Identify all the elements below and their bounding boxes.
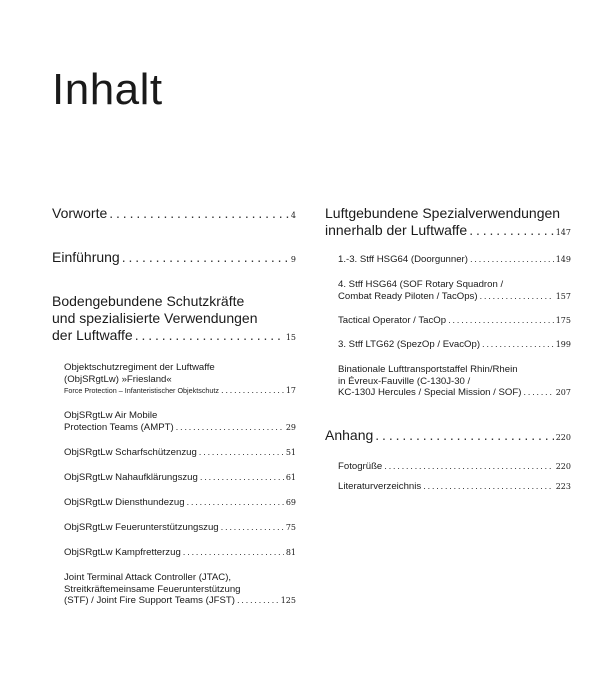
toc-entry-title-line: Joint Terminal Attack Controller (JTAC), xyxy=(64,572,232,583)
toc-page-number: 17 xyxy=(285,386,296,395)
toc-entry-title-line: Binationale Lufttransportstaffel Rhin/Rhein xyxy=(338,364,518,375)
toc-page-number: 199 xyxy=(555,340,571,349)
toc-item-feuerunterstuetzungszug[interactable] xyxy=(64,522,296,534)
toc-entry-title-line: in Évreux-Fauville (C-130J-30 / xyxy=(338,375,471,387)
toc-entry-subtitle: Force Protection – Infanteristischer Objektschutz xyxy=(64,386,219,395)
toc-item-scharfschuetzenzug[interactable] xyxy=(64,447,296,459)
toc-entry-title: ObjSRgtLw Feuerunterstützungszug xyxy=(64,522,219,533)
toc-item-literaturverzeichnis[interactable] xyxy=(338,481,571,493)
toc-entry-title: 3. Stff LTG62 (SpezOp / EvacOp) xyxy=(338,339,481,350)
toc-page-number: 223 xyxy=(555,482,571,491)
toc-entry-title-line: KC-130J Hercules / Special Mission / SOF) xyxy=(338,387,522,398)
toc-entry-luftgebundene[interactable] xyxy=(325,205,571,241)
toc-entry-title: Anhang xyxy=(325,427,374,443)
toc-page-number: 29 xyxy=(285,422,296,432)
toc-page-number: 207 xyxy=(555,388,571,397)
toc-item-objsrgtlw[interactable] xyxy=(64,362,296,397)
toc-item-diensthundezug[interactable] xyxy=(64,497,296,509)
toc-entry-title-line: 4. Stff HSG64 (SOF Rotary Squadron / xyxy=(338,279,504,290)
toc-page-number: 157 xyxy=(555,291,571,301)
toc-entry-title: Literaturverzeichnis xyxy=(338,481,422,492)
toc-item-nahaufklaerungszug[interactable] xyxy=(64,472,296,484)
toc-entry-anhang[interactable] xyxy=(325,427,571,446)
toc-entry-title: ObjSRgtLw Kampfretterzug xyxy=(64,547,181,558)
toc-entry-title: Einführung xyxy=(52,249,120,265)
toc-entry-title-line: (STF) / Joint Fire Support Teams (JFST) xyxy=(64,595,235,606)
toc-entry-title: ObjSRgtLw Nahaufklärungszug xyxy=(64,472,198,483)
toc-entry-einfuehrung[interactable] xyxy=(52,249,296,268)
toc-page-number: 51 xyxy=(285,448,296,457)
toc-page-number: 15 xyxy=(285,333,296,342)
toc-entry-title-line: der Luftwaffe xyxy=(52,327,133,343)
toc-entry-title-line: Protection Teams (AMPT) xyxy=(64,421,174,433)
toc-item-ltg62[interactable] xyxy=(338,339,571,351)
toc-item-kampfretterzug[interactable] xyxy=(64,547,296,559)
toc-item-jtac[interactable] xyxy=(64,572,296,607)
toc-page-number: 81 xyxy=(285,548,296,557)
toc-page-number: 75 xyxy=(285,523,296,532)
toc-page-number: 4 xyxy=(290,211,296,220)
toc-entry-title-line: Objektschutzregiment der Luftwaffe xyxy=(64,362,215,373)
toc-entry-title-line: Streitkräftemeinsame Feuerunterstützung xyxy=(64,583,241,595)
toc-page-number: 175 xyxy=(555,316,571,325)
toc-entry-title-line: (ObjSRgtLw) »Friesland« xyxy=(64,373,172,385)
toc-entry-bodengebundene[interactable] xyxy=(52,293,296,346)
toc-page-number: 220 xyxy=(555,433,571,442)
toc-page-number: 220 xyxy=(555,462,571,471)
toc-page-number: 61 xyxy=(285,473,296,482)
toc-item-hsg64-doorgunner[interactable] xyxy=(338,254,571,266)
toc-item-rhin-rhein[interactable] xyxy=(338,364,571,399)
toc-entry-title-line: und spezialisierte Verwendungen xyxy=(52,310,258,326)
toc-entry-title-line: Bodengebundene Schutzkräfte xyxy=(52,293,245,309)
page-title: Inhalt xyxy=(52,65,163,114)
toc-page-number: 9 xyxy=(290,255,296,264)
toc-item-hsg64-sof[interactable] xyxy=(338,279,571,302)
toc-entry-title: Tactical Operator / TacOp xyxy=(338,315,447,326)
toc-entry-title-line: innerhalb der Luftwaffe xyxy=(325,222,468,238)
toc-entry-title: Vorworte xyxy=(52,205,108,221)
toc-entry-title-line: Combat Ready Piloten / TacOps) xyxy=(338,290,478,302)
toc-entry-title-line: Luftgebundene Spezialverwendungen xyxy=(325,205,561,221)
toc-entry-title-line: ObjSRgtLw Air Mobile xyxy=(64,410,158,421)
toc-entry-title: Fotogrüße xyxy=(338,461,383,472)
toc-entry-title: ObjSRgtLw Scharfschützenzug xyxy=(64,447,197,458)
toc-item-tacop[interactable] xyxy=(338,315,571,327)
toc-entry-title: 1.-3. Stff HSG64 (Doorgunner) xyxy=(338,254,468,265)
toc-entry-title: ObjSRgtLw Diensthundezug xyxy=(64,497,185,508)
toc-page-number: 125 xyxy=(280,596,296,605)
toc-item-fotogruesse[interactable] xyxy=(338,461,571,473)
toc-page-number: 149 xyxy=(555,255,571,264)
toc-page-number: 147 xyxy=(555,228,571,237)
toc-entry-vorworte[interactable] xyxy=(52,205,296,224)
toc-page-number: 69 xyxy=(285,498,296,507)
toc-item-ampt[interactable] xyxy=(64,410,296,433)
